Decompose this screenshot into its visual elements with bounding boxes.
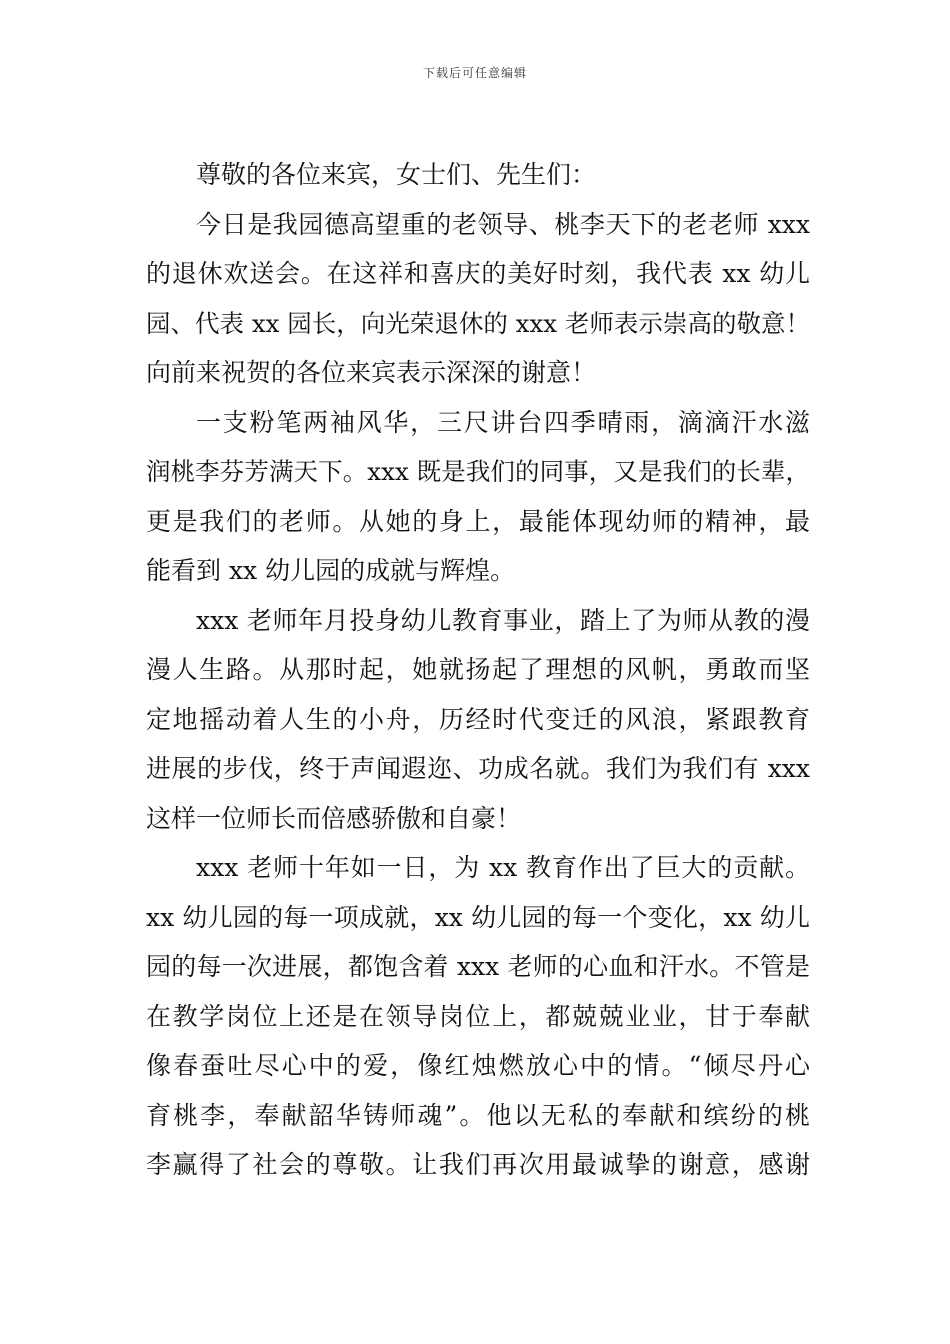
salutation-line: 尊敬的各位来宾，女士们、先生们： — [196, 160, 597, 189]
text-line: 漫人生路。从那时起，她就扬起了理想的风帆，勇敢而坚 — [146, 655, 810, 684]
text-line: 一支粉笔两袖风华，三尺讲台四季晴雨，滴滴汗水滋 — [196, 407, 810, 437]
text-line: 这样一位师长而倍感骄傲和自豪！ — [146, 803, 522, 833]
text-line: xxx 老师十年如一日，为 xx 教育作出了巨大的贡献。 — [196, 853, 810, 882]
paragraph-4 — [146, 843, 810, 1190]
text-line: 李赢得了社会的尊敬。让我们再次用最诚挚的谢意，感谢 — [146, 1150, 810, 1179]
text-line: 进展的步伐，终于声闻遐迩、功成名就。我们为我们有 xxx — [146, 754, 810, 783]
document-body — [146, 150, 810, 1190]
text-line: 在教学岗位上还是在领导岗位上，都兢兢业业，甘于奉献 — [146, 1001, 810, 1031]
text-line: 育桃李，奉献韶华铸师魂”。他以无私的奉献和缤纷的桃 — [146, 1100, 810, 1130]
text-line: 园的每一次进展，都饱含着 xxx 老师的心血和汗水。不管是 — [146, 952, 810, 981]
paragraph-2 — [146, 398, 810, 596]
text-line: 今日是我园德高望重的老领导、桃李天下的老老师 xxx — [196, 209, 810, 239]
text-line: xxx 老师年月投身幼儿教育事业，踏上了为师从教的漫 — [196, 605, 810, 635]
text-line: 能看到 xx 幼儿园的成就与辉煌。 — [146, 556, 516, 585]
text-line: 的退休欢送会。在这祥和喜庆的美好时刻，我代表 xx 幼儿 — [146, 259, 810, 288]
paragraph-3 — [146, 596, 810, 844]
page-header: 下载后可任意编辑 — [422, 66, 527, 80]
text-line: 润桃李芬芳满天下。xxx 既是我们的同事，又是我们的长辈， — [146, 457, 810, 486]
text-line: 像春蚕吐尽心中的爱，像红烛燃放心中的情。“倾尽丹心 — [146, 1051, 810, 1080]
text-line: 更是我们的老师。从她的身上，最能体现幼师的精神，最 — [146, 506, 810, 536]
text-line: 向前来祝贺的各位来宾表示深深的谢意！ — [146, 358, 597, 387]
text-line: xx 幼儿园的每一项成就，xx 幼儿园的每一个变化，xx 幼儿 — [146, 902, 810, 932]
text-line: 园、代表 xx 园长，向光荣退休的 xxx 老师表示崇高的敬意！ — [146, 308, 810, 338]
text-line: 定地摇动着人生的小舟，历经时代变迁的风浪，紧跟教育 — [146, 704, 810, 734]
paragraph-1 — [146, 200, 810, 398]
